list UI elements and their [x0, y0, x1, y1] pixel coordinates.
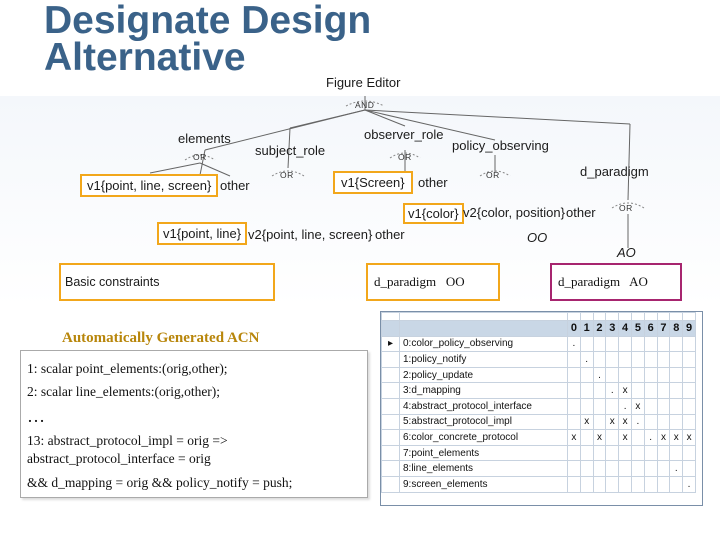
dsm-row-label[interactable]: 0:color_policy_observing: [400, 336, 568, 352]
dsm-row[interactable]: [382, 430, 696, 446]
v1-point-line-box[interactable]: v1{point, line}: [157, 222, 247, 245]
dsm-row-label[interactable]: 9:screen_elements: [400, 476, 568, 492]
dsm-column-header[interactable]: 7: [657, 321, 670, 337]
dsm-cell[interactable]: [670, 352, 683, 368]
dsm-cell[interactable]: .: [683, 476, 696, 492]
policy-observing-node: policy_observing: [452, 138, 549, 153]
dsm-cell[interactable]: .: [644, 430, 657, 446]
dsm-row[interactable]: [382, 383, 696, 399]
dsm-cell[interactable]: [683, 367, 696, 383]
acn-line-2: 2: scalar line_elements:(orig,other);: [27, 384, 221, 399]
dsm-cell[interactable]: [683, 445, 696, 461]
dsm-cell[interactable]: [593, 398, 606, 414]
dsm-row-selector[interactable]: [382, 445, 400, 461]
dsm-row[interactable]: [382, 336, 696, 352]
dsm-cell[interactable]: [683, 352, 696, 368]
dsm-column-header[interactable]: 9: [683, 321, 696, 337]
dsm-cell[interactable]: x: [593, 430, 606, 446]
dsm-cell[interactable]: [606, 445, 619, 461]
elements-other: other: [220, 178, 250, 193]
dsm-cell[interactable]: x: [657, 430, 670, 446]
dsm-cell[interactable]: x: [619, 414, 632, 430]
dsm-column-header[interactable]: 8: [670, 321, 683, 337]
dsm-cell[interactable]: .: [631, 414, 644, 430]
dsm-row-selector[interactable]: [382, 398, 400, 414]
figure-editor-label: Figure Editor: [326, 75, 401, 90]
dsm-cell[interactable]: [593, 414, 606, 430]
dsm-row-selector[interactable]: [382, 367, 400, 383]
dsm-cell[interactable]: [657, 352, 670, 368]
dsm-cell[interactable]: [631, 445, 644, 461]
dsm-cell[interactable]: [593, 445, 606, 461]
acn-line-5: && d_mapping = orig && policy_notify = push;: [27, 475, 293, 490]
dsm-cell[interactable]: [619, 461, 632, 477]
acn-line-4: abstract_protocol_interface = orig: [27, 451, 211, 466]
v2-color-position: v2{color, position}: [463, 205, 565, 220]
observer-role-node: observer_role: [364, 127, 444, 142]
dsm-cell[interactable]: x: [619, 430, 632, 446]
d-paradigm-node: d_paradigm: [580, 164, 649, 179]
dsm-cell[interactable]: [631, 476, 644, 492]
v1-screen-box[interactable]: v1{Screen}: [333, 171, 413, 194]
or-gate-subject: OR: [280, 170, 294, 180]
dsm-cell[interactable]: [644, 414, 657, 430]
dsm-column-header[interactable]: 6: [644, 321, 657, 337]
dsm-cell[interactable]: x: [683, 430, 696, 446]
dsm-cell[interactable]: [657, 383, 670, 399]
dsm-row-label[interactable]: 1:policy_notify: [400, 352, 568, 368]
dsm-cell[interactable]: [606, 352, 619, 368]
dsm-cell[interactable]: [631, 430, 644, 446]
dsm-cell[interactable]: .: [593, 367, 606, 383]
dsm-cell[interactable]: x: [580, 414, 593, 430]
dsm-row-label[interactable]: 2:policy_update: [400, 367, 568, 383]
dsm-header-row: [382, 321, 696, 337]
dsm-cell[interactable]: [657, 398, 670, 414]
dsm-cell[interactable]: [670, 383, 683, 399]
dsm-cell[interactable]: [631, 367, 644, 383]
dsm-row-label[interactable]: 8:line_elements: [400, 461, 568, 477]
dsm-cell[interactable]: [631, 461, 644, 477]
dsm-cell[interactable]: [568, 383, 581, 399]
v1-color-box[interactable]: v1{color}: [403, 203, 464, 224]
or-gate-paradigm: OR: [619, 203, 633, 213]
dsm-row-selector[interactable]: ▸: [382, 336, 400, 352]
dsm-cell[interactable]: [657, 461, 670, 477]
dsm-cell[interactable]: [580, 476, 593, 492]
dsm-spacer-row: [382, 313, 696, 321]
acn-text-box: [20, 350, 368, 498]
subject-role-node: subject_role: [255, 143, 326, 158]
or-gate-policy: OR: [486, 170, 500, 180]
dsm-cell[interactable]: [619, 445, 632, 461]
dsm-cell[interactable]: [580, 445, 593, 461]
dsm-column-header[interactable]: 0: [568, 321, 581, 337]
subject-other: other: [375, 227, 405, 242]
dsm-cell[interactable]: [619, 367, 632, 383]
dsm-cell[interactable]: [657, 367, 670, 383]
d-paradigm-oo-box[interactable]: d_paradigm OO: [366, 263, 500, 301]
ao-option: AO: [617, 245, 636, 260]
dsm-cell[interactable]: [606, 461, 619, 477]
dsm-cell[interactable]: [683, 383, 696, 399]
dsm-row-label[interactable]: 4:abstract_protocol_interface: [400, 398, 568, 414]
acn-line-3: 13: abstract_protocol_impl = orig =>: [27, 433, 228, 448]
dsm-cell[interactable]: [580, 367, 593, 383]
dsm-row[interactable]: [382, 414, 696, 430]
dsm-row[interactable]: [382, 352, 696, 368]
dsm-cell[interactable]: [670, 398, 683, 414]
dsm-cell[interactable]: [644, 367, 657, 383]
dsm-cell[interactable]: .: [580, 352, 593, 368]
or-gate-observer: OR: [398, 152, 412, 162]
slide-title: Designate Design Alternative: [44, 0, 372, 79]
dsm-cell[interactable]: [644, 461, 657, 477]
dsm-cell[interactable]: [568, 445, 581, 461]
acn-ellipsis: …: [27, 406, 45, 426]
dsm-cell[interactable]: [568, 461, 581, 477]
dsm-cell[interactable]: [606, 476, 619, 492]
dsm-cell[interactable]: [657, 445, 670, 461]
dsm-row-selector[interactable]: [382, 383, 400, 399]
dsm-cell[interactable]: .: [619, 398, 632, 414]
dsm-row[interactable]: [382, 367, 696, 383]
dsm-cell[interactable]: [593, 336, 606, 352]
acn-title: Automatically Generated ACN: [62, 330, 260, 346]
dsm-cell[interactable]: [683, 461, 696, 477]
dsm-cell[interactable]: [644, 383, 657, 399]
dsm-cell[interactable]: [683, 398, 696, 414]
dsm-cell[interactable]: [580, 461, 593, 477]
dsm-row-label[interactable]: 7:point_elements: [400, 445, 568, 461]
dsm-cell[interactable]: [644, 445, 657, 461]
dsm-column-header[interactable]: 4: [619, 321, 632, 337]
basic-constraints-box[interactable]: Basic constraints: [59, 263, 275, 301]
dsm-column-header[interactable]: 1: [580, 321, 593, 337]
dsm-cell[interactable]: [606, 398, 619, 414]
dsm-cell[interactable]: [683, 414, 696, 430]
dsm-cell[interactable]: [580, 336, 593, 352]
dsm-cell[interactable]: [619, 476, 632, 492]
dsm-row-label[interactable]: 5:abstract_protocol_impl: [400, 414, 568, 430]
and-gate: AND: [355, 100, 375, 110]
dsm-cell[interactable]: .: [670, 461, 683, 477]
dsm-row-selector[interactable]: [382, 430, 400, 446]
dsm-cell[interactable]: [644, 398, 657, 414]
dsm-cell[interactable]: [593, 461, 606, 477]
dsm-row-selector[interactable]: [382, 414, 400, 430]
acn-line-1: 1: scalar point_elements:(orig,other);: [27, 361, 228, 376]
dsm-cell[interactable]: [631, 336, 644, 352]
dsm-cell[interactable]: [568, 367, 581, 383]
dsm-cell[interactable]: [606, 430, 619, 446]
dsm-cell[interactable]: [593, 383, 606, 399]
dsm-cell[interactable]: x: [606, 414, 619, 430]
dsm-table: [381, 312, 696, 493]
dsm-cell[interactable]: [670, 476, 683, 492]
dsm-cell[interactable]: x: [619, 383, 632, 399]
elements-node: elements: [178, 131, 231, 146]
or-gate-elements: OR: [193, 152, 207, 162]
dsm-cell[interactable]: [580, 398, 593, 414]
dsm-cell[interactable]: [644, 476, 657, 492]
dsm-cell[interactable]: [670, 367, 683, 383]
dsm-row-selector[interactable]: [382, 476, 400, 492]
dsm-row-selector[interactable]: [382, 352, 400, 368]
dsm-cell[interactable]: [606, 336, 619, 352]
dsm-cell[interactable]: [593, 476, 606, 492]
dsm-cell[interactable]: [619, 352, 632, 368]
dsm-cell[interactable]: [657, 476, 670, 492]
v2-point-line-screen: v2{point, line, screen}: [248, 227, 373, 242]
dsm-cell[interactable]: [657, 336, 670, 352]
dsm-row-selector[interactable]: [382, 461, 400, 477]
dsm-cell[interactable]: x: [568, 430, 581, 446]
dsm-column-header[interactable]: 2: [593, 321, 606, 337]
v1-point-line-screen-box[interactable]: v1{point, line, screen}: [80, 174, 218, 197]
dsm-cell[interactable]: [670, 445, 683, 461]
dsm-cell[interactable]: [619, 336, 632, 352]
dsm-cell[interactable]: x: [670, 430, 683, 446]
dsm-cell[interactable]: [631, 352, 644, 368]
dsm-cell[interactable]: [644, 336, 657, 352]
dsm-cell[interactable]: [593, 352, 606, 368]
dsm-cell[interactable]: [568, 398, 581, 414]
dsm-cell[interactable]: [580, 430, 593, 446]
d-paradigm-ao-box[interactable]: d_paradigm AO: [550, 263, 682, 301]
dsm-cell[interactable]: x: [631, 398, 644, 414]
policy-other: other: [566, 205, 596, 220]
dsm-cell[interactable]: .: [606, 383, 619, 399]
dsm-matrix: [380, 311, 703, 506]
dsm-cell[interactable]: [631, 383, 644, 399]
dsm-row[interactable]: [382, 398, 696, 414]
dsm-cell[interactable]: [683, 336, 696, 352]
dsm-cell[interactable]: [657, 414, 670, 430]
dsm-cell[interactable]: [644, 352, 657, 368]
oo-option: OO: [527, 230, 548, 245]
dsm-cell[interactable]: [568, 352, 581, 368]
dsm-cell[interactable]: [670, 336, 683, 352]
dsm-row-label[interactable]: 6:color_concrete_protocol: [400, 430, 568, 446]
dsm-cell[interactable]: [568, 414, 581, 430]
dsm-column-header[interactable]: 3: [606, 321, 619, 337]
dsm-row[interactable]: [382, 461, 696, 477]
dsm-row[interactable]: [382, 445, 696, 461]
dsm-cell[interactable]: .: [568, 336, 581, 352]
dsm-row[interactable]: [382, 476, 696, 492]
dsm-cell[interactable]: [580, 383, 593, 399]
dsm-cell[interactable]: [670, 414, 683, 430]
observer-other: other: [418, 175, 448, 190]
dsm-row-label[interactable]: 3:d_mapping: [400, 383, 568, 399]
dsm-column-header[interactable]: 5: [631, 321, 644, 337]
dsm-cell[interactable]: [606, 367, 619, 383]
dsm-cell[interactable]: [568, 476, 581, 492]
